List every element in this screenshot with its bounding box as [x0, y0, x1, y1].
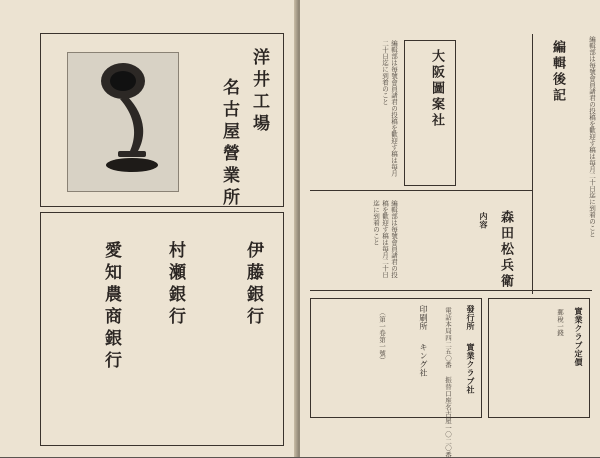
contents-label: 内容: [479, 212, 489, 229]
issue-mark: （第一卷第一號）: [378, 309, 386, 364]
section-rule: [310, 190, 532, 191]
publisher-name: 實業クラブ社: [466, 343, 476, 394]
printer-name: キング社: [419, 343, 428, 377]
banks-ad-box: [40, 212, 284, 446]
aichi-agricultural-bank: 愛知農商銀行: [101, 241, 121, 373]
postscript-text: 編輯部は毎號會員諸君の投稿を歡迎す稿は毎月二十日迄に到着のこと: [588, 36, 596, 238]
footer-rule: [310, 290, 592, 291]
speaker-photo: [67, 52, 179, 192]
price-box: [488, 298, 590, 418]
publisher-contact: 電話本局四二五〇番 振替口座名古屋一〇二〇番: [444, 307, 452, 458]
right-page: [300, 0, 600, 457]
factory-name: 洋井工場: [249, 48, 269, 136]
price-note: 郵稅一錢: [556, 309, 564, 337]
murase-bank: 村瀬銀行: [165, 241, 185, 329]
left-column-text: 編輯部は毎號會員諸君の投稿を歡迎す稿は毎月二十日迄に到着のこと: [381, 40, 398, 177]
ito-bank: 伊藤銀行: [243, 241, 263, 329]
publisher-box: [310, 298, 482, 458]
factory-ad-box: [40, 33, 284, 210]
editor-heading: 編輯後記: [550, 40, 565, 104]
osaka-design-box: [404, 40, 456, 186]
printer-label: 印刷所: [419, 305, 428, 331]
column-rule: [532, 34, 533, 294]
editor-name: 森田松兵衛: [498, 210, 513, 290]
lower-column-text: 編輯部は毎號會員諸君の投稿を歡迎す稿は毎月二十日迄に到着のこと: [372, 200, 398, 278]
price-title: 實業クラブ定價: [574, 307, 584, 367]
left-page: [0, 0, 297, 457]
osaka-design-title: 大阪圖案社: [429, 49, 444, 129]
publisher-label: 發行所: [466, 305, 476, 331]
nagoya-office-name: 名古屋營業所: [219, 78, 239, 210]
horn-speaker-image: [68, 53, 178, 191]
